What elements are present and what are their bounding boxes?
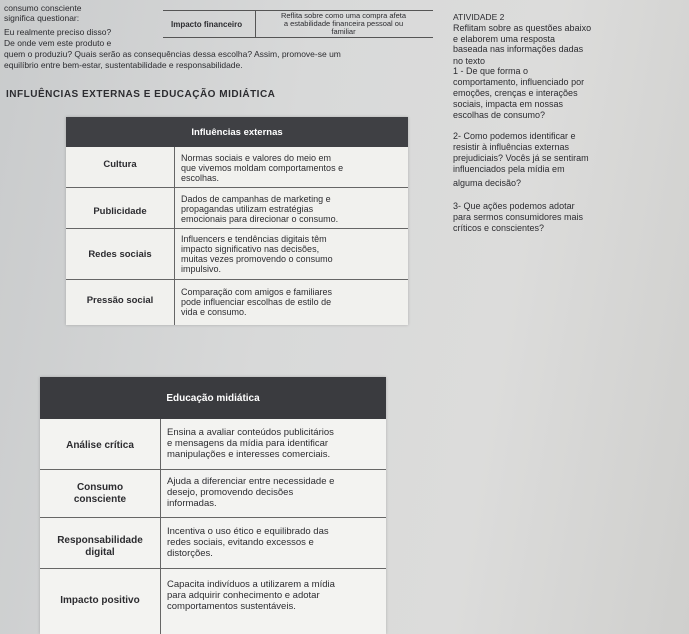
activity-intro-2: e elaborem uma resposta: [453, 34, 556, 44]
activity-intro-1: Reflitam sobre as questões abaixo: [453, 23, 592, 33]
financial-impact-label: Impacto financeiro: [171, 19, 243, 29]
row-label: Análise crítica: [66, 440, 134, 451]
intro-line-2: significa questionar:: [4, 13, 80, 23]
external-influences-table: [66, 117, 408, 325]
row-label: Publicidade: [93, 206, 147, 217]
row-text: Dados de campanhas de marketing e propagandas utilizam estratégias emocionais para direcionar o consumo.: [181, 194, 339, 224]
row-text: Incentiva o uso ético e equilibrado das redes sociais, evitando excessos e distorções.: [167, 526, 329, 559]
table-row: [66, 188, 408, 229]
intro-line-1: consumo consciente: [4, 3, 82, 13]
question-2-line-2: resistir à influências externas: [453, 142, 570, 152]
table-row: [66, 147, 408, 188]
table-row: [40, 470, 386, 518]
row-text: Normas sociais e valores do meio em que vivemos moldam comportamentos e escolhas.: [181, 153, 344, 183]
intro-line-6: equilíbrio entre bem-estar, sustentabilidade e responsabilidade.: [4, 60, 243, 70]
question-1-line-2: comportamento, influenciado por: [453, 77, 585, 87]
question-3-line-3: críticos e conscientes?: [453, 223, 545, 233]
activity-intro-4: no texto: [453, 56, 486, 66]
question-1-line-5: escolhas de consumo?: [453, 110, 546, 120]
row-label: Impacto positivo: [60, 595, 140, 606]
question-1-line-1: 1 - De que forma o: [453, 66, 529, 76]
question-3-line-2: para sermos consumidores mais: [453, 212, 584, 222]
row-text: Capacita indivíduos a utilizarem a mídia para adquirir conhecimento e adotar comportamentos sustentáveis.: [167, 579, 335, 612]
activity-intro-3: baseada nas informações dadas: [453, 44, 584, 54]
table-row: [40, 518, 386, 569]
table-row: [40, 419, 386, 470]
question-2-line-1: 2- Como podemos identificar e: [453, 131, 576, 141]
row-label: Consumo consciente: [73, 482, 127, 505]
financial-impact-table: [163, 10, 433, 38]
row-label: Pressão social: [86, 295, 154, 306]
intro-line-4: De onde vem este produto e: [4, 38, 112, 48]
table-row: [66, 280, 408, 324]
row-text: Ensina a avaliar conteúdos publicitários e mensagens da mídia para identificar manipulações e interesses comerciais.: [167, 427, 334, 460]
media-education-title: Educação midiática: [40, 377, 386, 419]
row-text: Comparação com amigos e familiares pode influenciar escolhas de estilo de vida e consumo.: [181, 287, 333, 317]
external-influences-title: Influências externas: [66, 117, 408, 147]
question-2-line-5: alguma decisão?: [453, 178, 522, 188]
intro-line-5: quem o produziu? Quais serão as consequências dessa escolha? Assim, promove-se um: [4, 49, 341, 59]
table-row: [40, 569, 386, 634]
question-2-line-3: prejudiciais? Vocês já se sentiram: [453, 153, 589, 163]
activity-title: ATIVIDADE 2: [453, 12, 505, 22]
intro-line-3: Eu realmente preciso disso?: [4, 27, 112, 37]
row-label: Responsabilidade digital: [57, 535, 143, 558]
row-text: Ajuda a diferenciar entre necessidade e desejo, promovendo decisões informadas.: [167, 476, 335, 509]
table-row: [66, 229, 408, 280]
financial-impact-text: Reflita sobre como uma compra afeta a estabilidade financeira pessoal ou familiar: [255, 11, 431, 37]
question-1-line-3: emoções, crenças e interações: [453, 88, 578, 98]
row-label: Redes sociais: [88, 249, 152, 260]
question-2-line-4: influenciados pela mídia em: [453, 164, 565, 174]
row-text: Influencers e tendências digitais têm impacto significativo nas decisões, muitas vezes promovendo o consumo impulsivo.: [181, 234, 333, 274]
section-title: INFLUÊNCIAS EXTERNAS E EDUCAÇÃO MIDIÁTICA: [6, 89, 276, 100]
row-label: Cultura: [103, 159, 137, 170]
question-1-line-4: sociais, impacta em nossas: [453, 99, 564, 109]
question-3-line-1: 3- Que ações podemos adotar: [453, 201, 575, 211]
media-education-table: [40, 377, 386, 634]
